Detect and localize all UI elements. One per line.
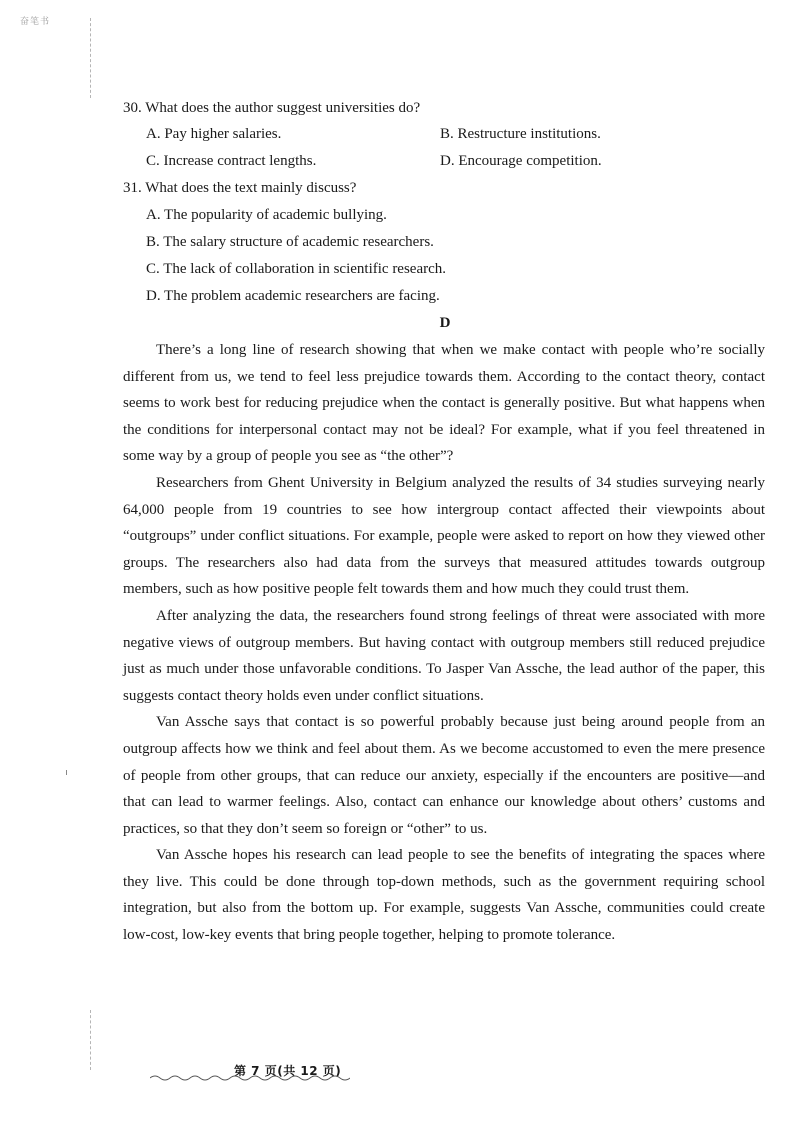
question-31-option-c: C. The lack of collaboration in scientific research. [146, 261, 447, 277]
question-30-stem: 30. What does the author suggest universities do? [123, 100, 421, 116]
question-30-option-c: C. Increase contract lengths. [146, 153, 317, 169]
passage-paragraph-4: Van Assche says that contact is so powerful probably because just being around people from an outgroup affects how we think and feel about them. As we become accustomed to even the mere presence of people from other groups, that can reduce our anxiety, especially if the encounters are positive—and that can lead to warmer feelings. Also, contact can enhance our knowledge about others’ customs and practices, so that they don’t seem so foreign or “other” to us. [123, 714, 765, 837]
passage-paragraph-5: Van Assche hopes his research can lead people to see the benefits of integrating the spaces where they live. This could be done through top-down methods, such as the government requiring school integration, but also from the bottom up. For example, suggests Van Assche, communities could create low-cost, low-key events that bring people together, helping to promote tolerance. [123, 847, 765, 944]
question-30-option-b: B. Restructure institutions. [440, 126, 601, 142]
question-31-option-b: B. The salary structure of academic researchers. [146, 234, 434, 250]
passage [123, 337, 765, 949]
binding-line-bottom [90, 1010, 91, 1070]
question-30-option-d: D. Encourage competition. [440, 153, 602, 169]
question-31-option-a: A. The popularity of academic bullying. [146, 207, 387, 223]
question-30-option-a: A. Pay higher salaries. [146, 126, 282, 142]
passage-paragraph-2: Researchers from Ghent University in Belgium analyzed the results of 34 studies surveying nearly 64,000 people from 19 countries to see how intergroup contact affected their viewpoints about “outgroups” under conflict situations. For example, people were asked to report on how they viewed other groups. The researchers also had data from the surveys that measured attitudes towards outgroup members, such as how positive people felt towards them and how much they could trust them. [123, 474, 765, 598]
corner-mark: 奋笔书 [20, 17, 51, 27]
question-31-option-d: D. The problem academic researchers are facing. [146, 288, 440, 304]
margin-tick [66, 770, 67, 775]
question-31-stem: 31. What does the text mainly discuss? [123, 180, 357, 196]
passage-paragraph-3: After analyzing the data, the researchers found strong feelings of threat were associated with more negative views of outgroup members. But having contact with outgroup members still reduced prejudice just as much under those unfavorable conditions. To Jasper Van Assche, the lead author of the paper, this suggests contact theory holds even under conflict situations. [123, 607, 765, 704]
binding-line-top [90, 18, 91, 98]
page-number: 第 7 页(共 12 页) [234, 1064, 342, 1078]
footer-wave-decoration [150, 1074, 350, 1082]
passage-paragraph-1: There’s a long line of research showing that when we make contact with people who’re socially different from us, we tend to feel less prejudice towards them. According to the contact theory, contact seems to work best for reducing prejudice when the contact is generally positive. But what happens when the conditions for interpersonal contact may not be ideal? For example, what if you feel threatened in some way by a group of people you see as “the other”? [123, 342, 765, 465]
section-heading: D [439, 315, 451, 331]
